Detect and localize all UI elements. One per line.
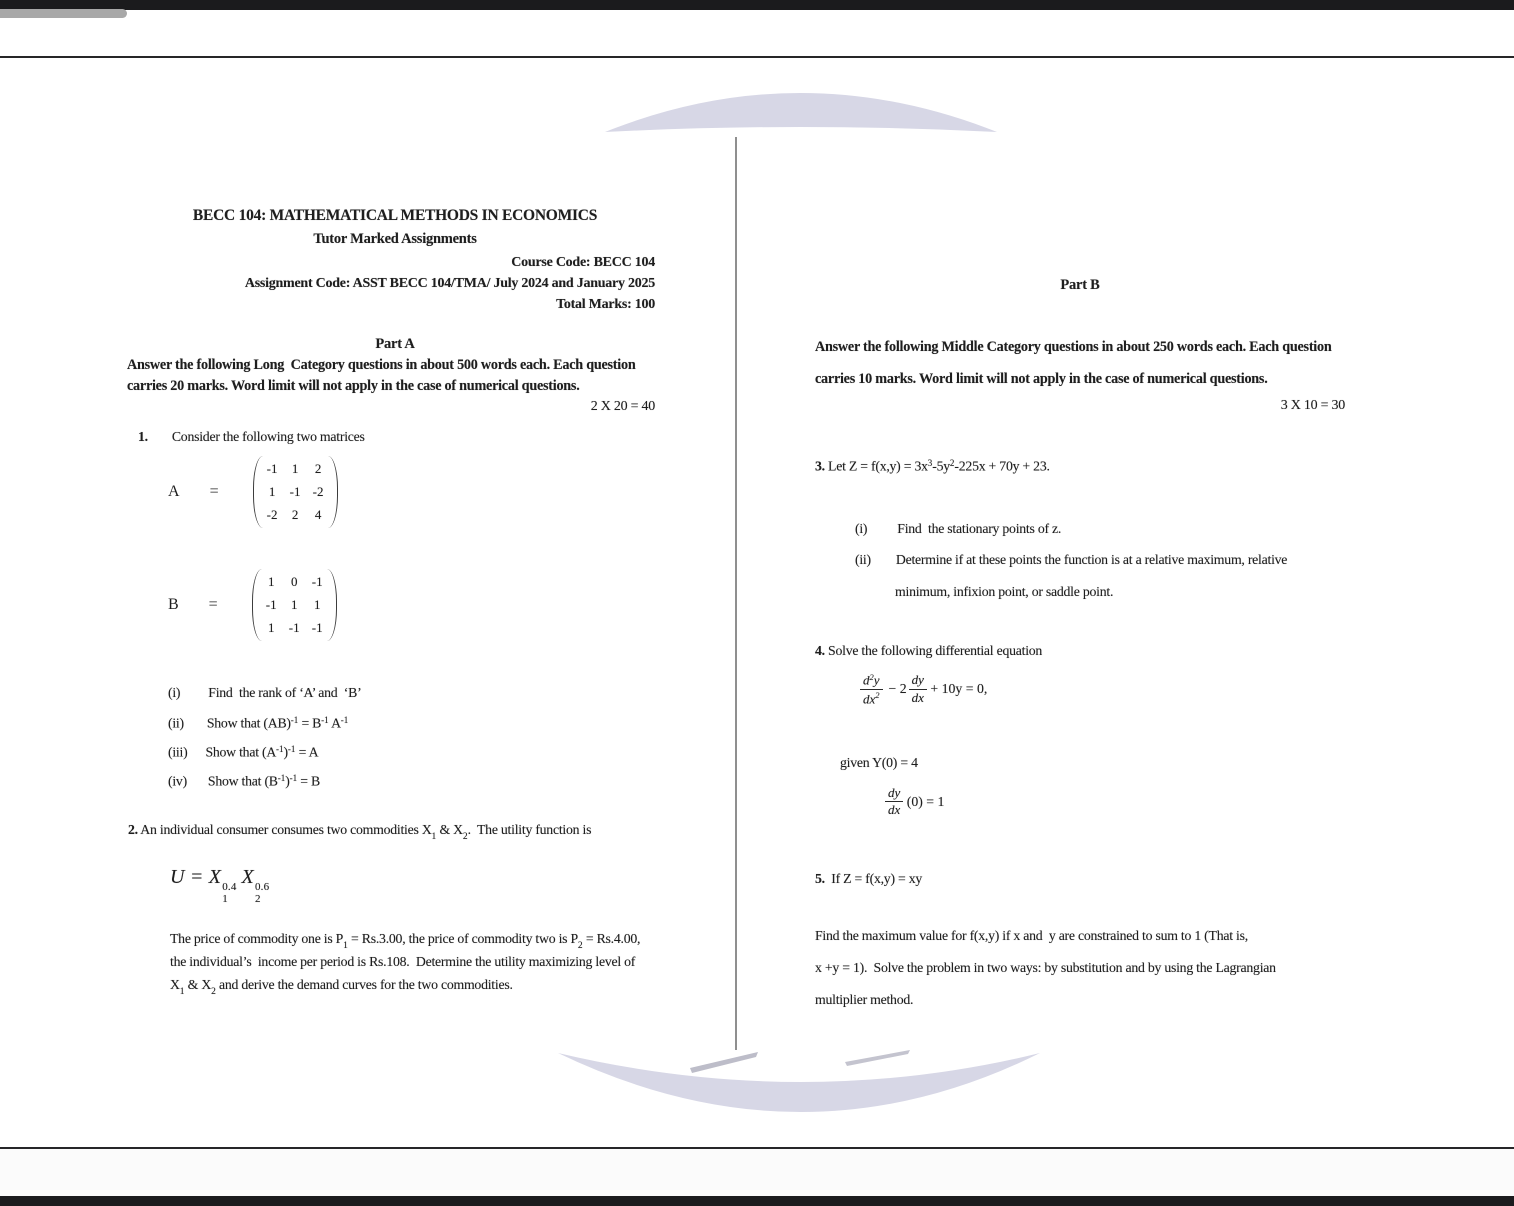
matrix-b-label: B <box>168 596 179 613</box>
superscript: -1 <box>289 772 298 783</box>
question-2-text: & X <box>436 822 463 837</box>
q1-item-ii-text: = B <box>298 715 322 731</box>
q2-para-text: & X <box>184 977 212 992</box>
question-5 <box>815 871 922 887</box>
bottom-window-bar <box>0 1196 1514 1206</box>
q1-item-iv-label: (iv) <box>168 773 187 789</box>
q1-item-ii-text: Show that (AB) <box>206 715 291 731</box>
q1-item-ii-text: A <box>328 715 341 731</box>
matrix-b <box>168 569 337 641</box>
superscript: -1 <box>290 714 299 725</box>
question-4-text: Solve the following differential equation <box>824 643 1043 658</box>
page-left <box>125 0 665 1206</box>
q5-paragraph-line2: x +y = 1). Solve the problem in two ways: by substitution and by using the Lagrangian <box>815 960 1276 975</box>
q4-initial-condition <box>885 786 944 818</box>
q3-item-ii-text-line1: Determine if at these points the function is at a relative maximum, relative <box>895 552 1288 567</box>
q3-item-i-label: (i) <box>855 521 868 536</box>
question-1-number: 1. <box>138 429 148 444</box>
question-2-number: 2. <box>128 822 138 837</box>
formula-x1: X <box>208 866 222 888</box>
question-3-number: 3. <box>815 458 825 474</box>
fraction-dy-dx <box>909 673 927 705</box>
matrix-b-cell: 1 <box>267 574 275 589</box>
matrix-a-label: A <box>168 483 180 500</box>
superscript: -1 <box>277 772 286 783</box>
question-5-text: If Z = f(x,y) = xy <box>824 871 923 886</box>
frac-den: dx <box>863 690 876 706</box>
question-2-text: An individual consumer consumes two commodities X <box>137 822 432 837</box>
equation-tail: + 10y = 0, <box>926 681 988 697</box>
subscript: 2 <box>254 893 261 905</box>
question-1 <box>138 429 365 445</box>
frac-num: y <box>873 672 880 688</box>
question-2 <box>128 822 591 841</box>
q2-paragraph-line1 <box>170 931 640 950</box>
part-b-marks: 3 X 10 = 30 <box>1280 398 1345 413</box>
part-a-marks: 2 X 20 = 40 <box>590 399 655 414</box>
matrix-a-cell: -2 <box>266 507 278 522</box>
question-1-text: Consider the following two matrices <box>171 429 365 444</box>
page-subtitle: Tutor Marked Assignments <box>313 231 477 247</box>
q1-item-iv <box>168 772 320 790</box>
q1-item-iii <box>168 743 318 761</box>
q1-item-i-label: (i) <box>168 685 181 700</box>
q3-item-i-text: Find the stationary points of z. <box>897 521 1062 536</box>
frac-num: dy <box>909 673 927 689</box>
q1-item-iv-text: = B <box>297 773 320 789</box>
sup-sub-stack <box>222 882 236 905</box>
q1-item-i-text: Find the rank of ‘A’ and ‘B’ <box>208 685 362 700</box>
matrix-a-cell: 1 <box>291 461 299 476</box>
bottom-margin-strip <box>0 1149 1514 1196</box>
subscript: 1 <box>343 940 348 951</box>
q2-para-text: The price of commodity one is P <box>170 931 344 946</box>
q1-item-ii-label: (ii) <box>168 715 184 731</box>
matrix-b-cell: 1 <box>313 597 321 612</box>
matrix-a-cell: -1 <box>266 461 278 476</box>
superscript: -1 <box>321 714 329 725</box>
matrix-a-cell: 4 <box>314 507 322 522</box>
q3-item-ii-line2: minimum, infixion point, or saddle point. <box>895 584 1114 599</box>
page-title: BECC 104: MATHEMATICAL METHODS IN ECONOMICS <box>192 207 598 224</box>
part-b-heading: Part B <box>1060 277 1100 293</box>
subscript: 1 <box>222 893 228 905</box>
matrix-a-equals: = <box>209 483 219 500</box>
utility-function-formula <box>170 866 274 905</box>
condition-tail: (0) = 1 <box>903 793 945 809</box>
superscript: -1 <box>287 743 296 754</box>
question-4 <box>815 643 1042 659</box>
part-a-instruction-line2: carries 20 marks. Word limit will not apply in the case of numerical questions. <box>127 378 580 394</box>
matrix-b-cell: 1 <box>290 597 298 612</box>
q2-para-text: = Rs.4.00, <box>582 931 641 946</box>
question-3-text: -5y <box>932 458 950 474</box>
formula-x2: X <box>241 866 254 888</box>
subscript: 2 <box>577 940 583 951</box>
q1-item-iv-text: Show that (B <box>207 773 278 789</box>
equation-middle: − 2 <box>888 681 907 697</box>
q2-para-text: X <box>170 977 180 992</box>
matrix-b-cell: -1 <box>288 620 300 635</box>
q2-para-text: = Rs.3.00, the price of commodity two is P <box>347 931 578 946</box>
matrix-b-equals: = <box>208 596 218 613</box>
total-marks-line: Total Marks: 100 <box>556 297 655 312</box>
question-3-text: -225x + 70y + 23. <box>954 458 1050 474</box>
matrix-b-cell: -1 <box>265 597 277 612</box>
matrix-b-cell: -1 <box>311 574 323 589</box>
matrix-a-cell: 1 <box>268 484 276 499</box>
q2-para-text: and derive the demand curves for the two commodities. <box>215 977 513 992</box>
matrix-a-cell: -1 <box>289 484 301 499</box>
q1-item-iii-text: Show that (A <box>205 744 277 760</box>
q1-item-iii-text: = A <box>295 744 319 760</box>
q1-item-iii-text: ) <box>283 744 288 760</box>
part-a-instruction-line1: Answer the following Long Category questions in about 500 words each. Each question <box>127 357 636 373</box>
fraction-dy-dx <box>885 786 903 818</box>
question-5-number: 5. <box>815 871 825 886</box>
part-a-heading: Part A <box>375 336 415 352</box>
q4-given-line: given Y(0) = 4 <box>840 755 918 770</box>
question-3-text: Let Z = f(x,y) = 3x <box>824 458 928 474</box>
question-3 <box>815 457 1050 475</box>
q3-item-ii-label: (ii) <box>855 552 871 567</box>
question-4-number: 4. <box>815 643 825 658</box>
superscript: 2 <box>875 690 880 701</box>
matrix-a <box>168 456 338 528</box>
superscript: -1 <box>276 743 284 754</box>
frac-den: dx <box>888 802 901 818</box>
frac-num: d <box>863 672 870 688</box>
frac-num: dy <box>885 786 903 802</box>
differential-equation <box>860 672 987 706</box>
page-right <box>815 0 1345 1206</box>
question-2-text: . The utility function is <box>467 822 592 837</box>
subscript: 2 <box>462 831 468 842</box>
q2-paragraph-line2: the individual’s income per period is Rs.108. Determine the utility maximizing level of <box>170 954 636 969</box>
course-code-line: Course Code: BECC 104 <box>511 255 655 270</box>
q5-paragraph-line1: Find the maximum value for f(x,y) if x and y are constrained to sum to 1 (That is, <box>815 928 1248 943</box>
superscript: 0.4 <box>222 881 237 893</box>
matrix-a-cell: 2 <box>291 507 299 522</box>
sup-sub-stack <box>255 882 269 905</box>
q1-item-i <box>168 685 361 701</box>
watermark-stroke-left <box>690 1052 758 1073</box>
matrix-b-cell: 0 <box>290 574 298 589</box>
matrix-a-body <box>253 456 338 528</box>
matrix-a-cell: 2 <box>314 461 322 476</box>
q5-paragraph-line3: multiplier method. <box>815 992 914 1007</box>
superscript: 3 <box>927 457 933 468</box>
matrix-b-cell: -1 <box>311 620 323 635</box>
subscript: 2 <box>211 986 216 997</box>
page-divider-line <box>735 137 737 1050</box>
q2-paragraph-line3 <box>170 977 513 996</box>
q1-item-ii <box>168 714 348 732</box>
frac-den: dx <box>911 689 924 705</box>
superscript: 2 <box>949 457 955 468</box>
part-b-instruction-line1: Answer the following Middle Category questions in about 250 words each. Each question <box>815 339 1332 355</box>
part-b-instruction-line2: carries 10 marks. Word limit will not apply in the case of numerical questions. <box>815 371 1268 387</box>
matrix-b-cell: 1 <box>267 620 275 635</box>
q1-item-iv-text: ) <box>285 773 290 789</box>
subscript: 1 <box>431 831 437 842</box>
superscript: 2 <box>869 671 874 682</box>
matrix-b-body <box>252 569 337 641</box>
matrix-a-cell: -2 <box>312 484 324 499</box>
assignment-code-line: Assignment Code: ASST BECC 104/TMA/ July 2024 and January 2025 <box>244 276 655 291</box>
superscript: 0.6 <box>254 881 270 893</box>
fraction-d2y-dx2 <box>860 672 883 706</box>
q3-item-i <box>855 521 1061 537</box>
formula-equals: = <box>184 866 209 888</box>
q3-item-ii <box>855 552 1287 568</box>
q1-item-iii-label: (iii) <box>168 744 188 760</box>
superscript: -1 <box>340 714 349 725</box>
formula-u: U <box>170 866 185 888</box>
subscript: 1 <box>179 986 185 997</box>
horizontal-scrollbar-thumb[interactable] <box>0 9 127 18</box>
